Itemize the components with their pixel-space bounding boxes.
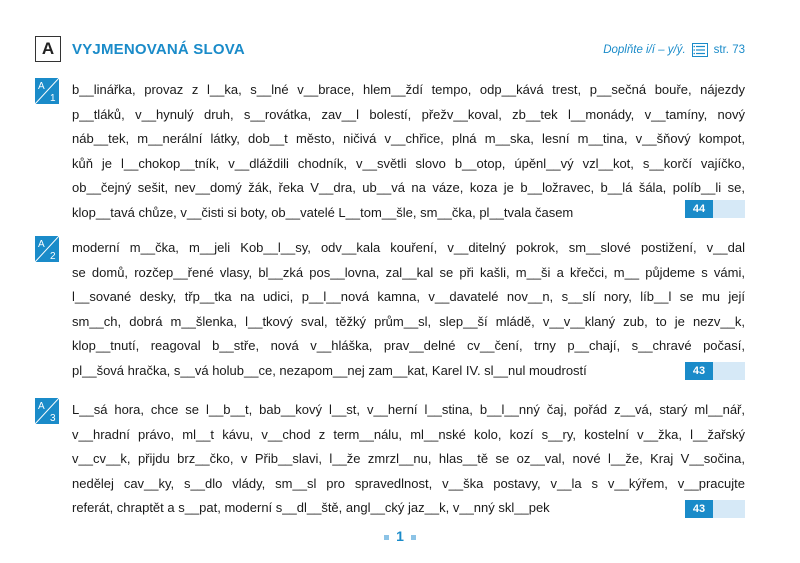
exercise-section-2: [35, 236, 745, 378]
section-text: [72, 398, 745, 521]
score-box: [685, 500, 745, 518]
section-badge-letter: A: [38, 239, 45, 250]
text-line: sm__ch, dobrá m__šlenka, l__tkový sval, těžký prům__sl, slep__ší mládě, v__v__klaný zub, to je nezv__k,: [72, 313, 745, 329]
footer-dot-left: [384, 535, 389, 540]
score-box: [685, 362, 745, 380]
exercise-badge: A: [35, 36, 61, 62]
text-line: moderní m__čka, m__jeli Kob__l__sy, odv__kala kouření, v__ditelný pokrok, sm__slové postižení, v__dal: [72, 240, 745, 255]
exercise-header: [35, 36, 745, 64]
text-line: v__hradní právo, ml__t kávu, v__chod z term__nálu, ml__nské kolo, kozí s__ry, kostelní v__žka, l__žařský: [72, 426, 745, 442]
section-badge-letter: A: [38, 81, 45, 92]
section-badge-number: 1: [50, 93, 56, 104]
score-value: 43: [685, 500, 713, 518]
text-line: klop__tavá chůze, v__čisti si boty, ob__vatelé L__tom__šle, sm__čka, pl__tvala časem: [72, 204, 574, 220]
text-line: nedělej cav__ky, s__dlo vlády, sm__sl pro spravedlnost, v__ška postavy, v__la s v__kýřem, v__pracujte: [72, 475, 745, 491]
text-line: kůň je l__chokop__tník, v__dláždili chodník, v__světli slovo b__otop, úpěnl__vý vzl__kot, s__korčí vajíčko,: [72, 155, 745, 171]
section-badge-number: 2: [50, 251, 56, 262]
section-badge-letter: A: [38, 401, 45, 412]
text-line: pl__šová hračka, s__vá holub__ce, nezapom__nej zam__kat, Karel IV. sl__nul moudrostí: [72, 362, 587, 378]
exercise-section-3: [35, 398, 745, 520]
text-line: L__sá hora, chce se l__b__t, bab__kový l__st, v__herní l__stina, b__l__nný čaj, pořád z__vá, starý ml__nář,: [72, 402, 745, 417]
section-badge: [35, 236, 59, 262]
footer-dot-right: [411, 535, 416, 540]
section-badge: [35, 398, 59, 424]
text-line: se domů, rozčep__řené vlasy, bl__zká pos__lovna, zal__kal se při kašli, m__ši a křečci, m__ půjdeme s vámi,: [72, 264, 745, 280]
text-line: náb__tek, m__nerální látky, dob__t město, ničivá v__chřice, plná m__ska, lesní m__tina, v__šňový kompot,: [72, 131, 745, 147]
score-value: 43: [685, 362, 713, 380]
text-line: l__sované desky, třp__tka na udici, p__l__nová kamna, v__davatelé nov__n, s__slí nory, líb__l se mu její: [72, 289, 745, 305]
text-line: ob__čejný sešit, nev__domý žák, řeka V__dra, ub__vá na váze, koza je b__ložravec, b__lá šála, políb__li se,: [72, 180, 745, 196]
text-line: v__cv__k, přijdu brz__čko, v Přib__slavi, l__že zmrzl__nu, hlas__tě se oz__val, nové l__že, Kraj V__sočina,: [72, 451, 745, 467]
text-line: referát, chraptět a s__pat, moderní s__dl__ště, angl__cký jaz__k, v__nný skl__pek: [72, 500, 550, 516]
instruction-text: Doplňte i/í – y/ý.: [603, 44, 686, 56]
section-text: [72, 236, 745, 384]
text-line: b__linářka, provaz z l__ka, s__lné v__brace, hlem__ždí tempo, odp__kává trest, p__sečná bouře, nájezdy: [72, 82, 745, 97]
instruction-area: [603, 43, 745, 57]
page-number: 1: [396, 528, 404, 544]
page-reference: str. 73: [713, 44, 745, 56]
score-value: 44: [685, 200, 713, 218]
exercise-title: VYJMENOVANÁ SLOVA: [72, 41, 245, 58]
text-line: klop__tnutí, reagoval b__stře, nová v__hláška, prav__delné cv__čení, trny p__chají, s__chravé počasí,: [72, 338, 745, 354]
score-box: [685, 200, 745, 218]
list-book-icon: [692, 43, 708, 57]
section-badge-number: 3: [50, 413, 56, 424]
section-text: [72, 78, 745, 226]
text-line: p__tláků, v__hynulý druh, s__rovátka, zav__l bolestí, přežv__koval, zb__tek l__monády, v__tamíny, nový: [72, 106, 745, 122]
page-footer: [0, 528, 800, 544]
exercise-section-1: [35, 78, 745, 220]
section-badge: [35, 78, 59, 104]
